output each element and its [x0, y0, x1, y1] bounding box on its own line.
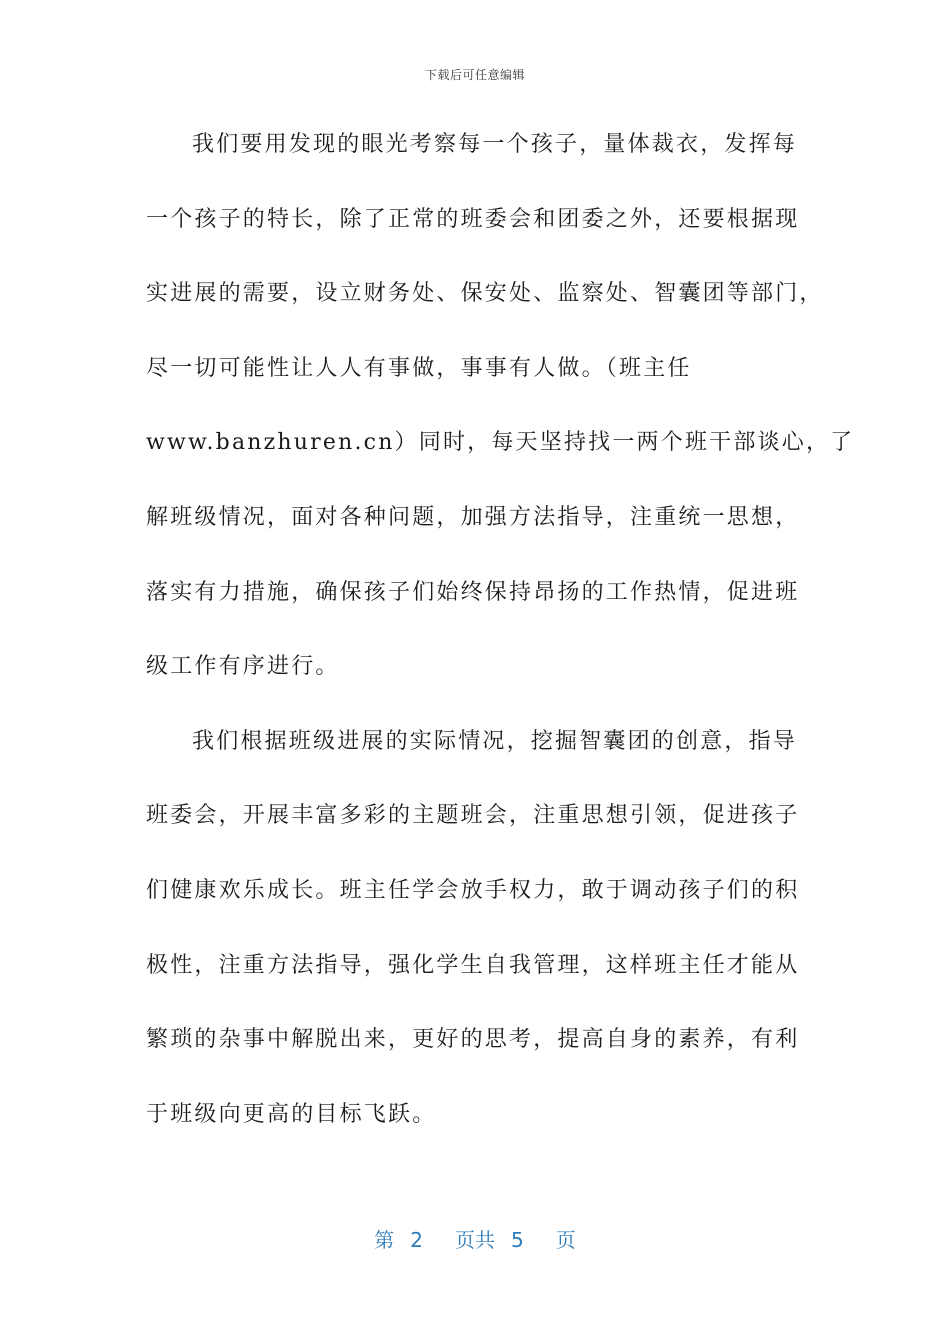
paragraph-line: 实进展的需要，设立财务处、保安处、监察处、智囊团等部门， [146, 281, 824, 307]
paragraph-line: 繁琐的杂事中解脱出来，更好的思考，提高自身的素养，有利 [146, 1027, 800, 1053]
paragraph-2 [146, 705, 800, 1153]
page-number-prefix: 第 [374, 1228, 395, 1252]
paragraph-line: 班委会，开展丰富多彩的主题班会，注重思想引领，促进孩子 [146, 803, 800, 829]
paragraph-1 [146, 108, 855, 705]
paragraph-line: www.banzhuren.cn）同时，每天坚持找一两个班干部谈心，了 [146, 430, 855, 456]
page-number-middle: 页共 [455, 1228, 495, 1252]
page-header: 下载后可任意编辑 [424, 68, 525, 82]
page-number [0, 1224, 950, 1253]
paragraph-line: 一个孩子的特长，除了正常的班委会和团委之外，还要根据现 [146, 206, 800, 232]
document-body [146, 108, 855, 1152]
paragraph-line: 尽一切可能性让人人有事做，事事有人做。（班主任 [146, 355, 692, 381]
page-number-total: 5 [511, 1228, 524, 1252]
paragraph-line: 解班级情况，面对各种问题，加强方法指导，注重统一思想， [146, 504, 800, 530]
paragraph-line: 我们要用发现的眼光考察每一个孩子，量体裁衣，发挥每 [192, 132, 798, 157]
page-number-suffix: 页 [555, 1228, 576, 1252]
paragraph-line: 我们根据班级进展的实际情况，挖掘智囊团的创意，指导 [192, 728, 798, 754]
paragraph-line: 级工作有序进行。 [146, 654, 340, 680]
paragraph-line: 极性，注重方法指导，强化学生自我管理，这样班主任才能从 [146, 952, 800, 978]
paragraph-line: 于班级向更高的目标飞跃。 [146, 1101, 437, 1127]
page-number-current: 2 [410, 1228, 423, 1252]
paragraph-line: 落实有力措施，确保孩子们始终保持昂扬的工作热情，促进班 [146, 579, 800, 605]
paragraph-line: 们健康欢乐成长。班主任学会放手权力，敢于调动孩子们的积 [146, 877, 800, 903]
